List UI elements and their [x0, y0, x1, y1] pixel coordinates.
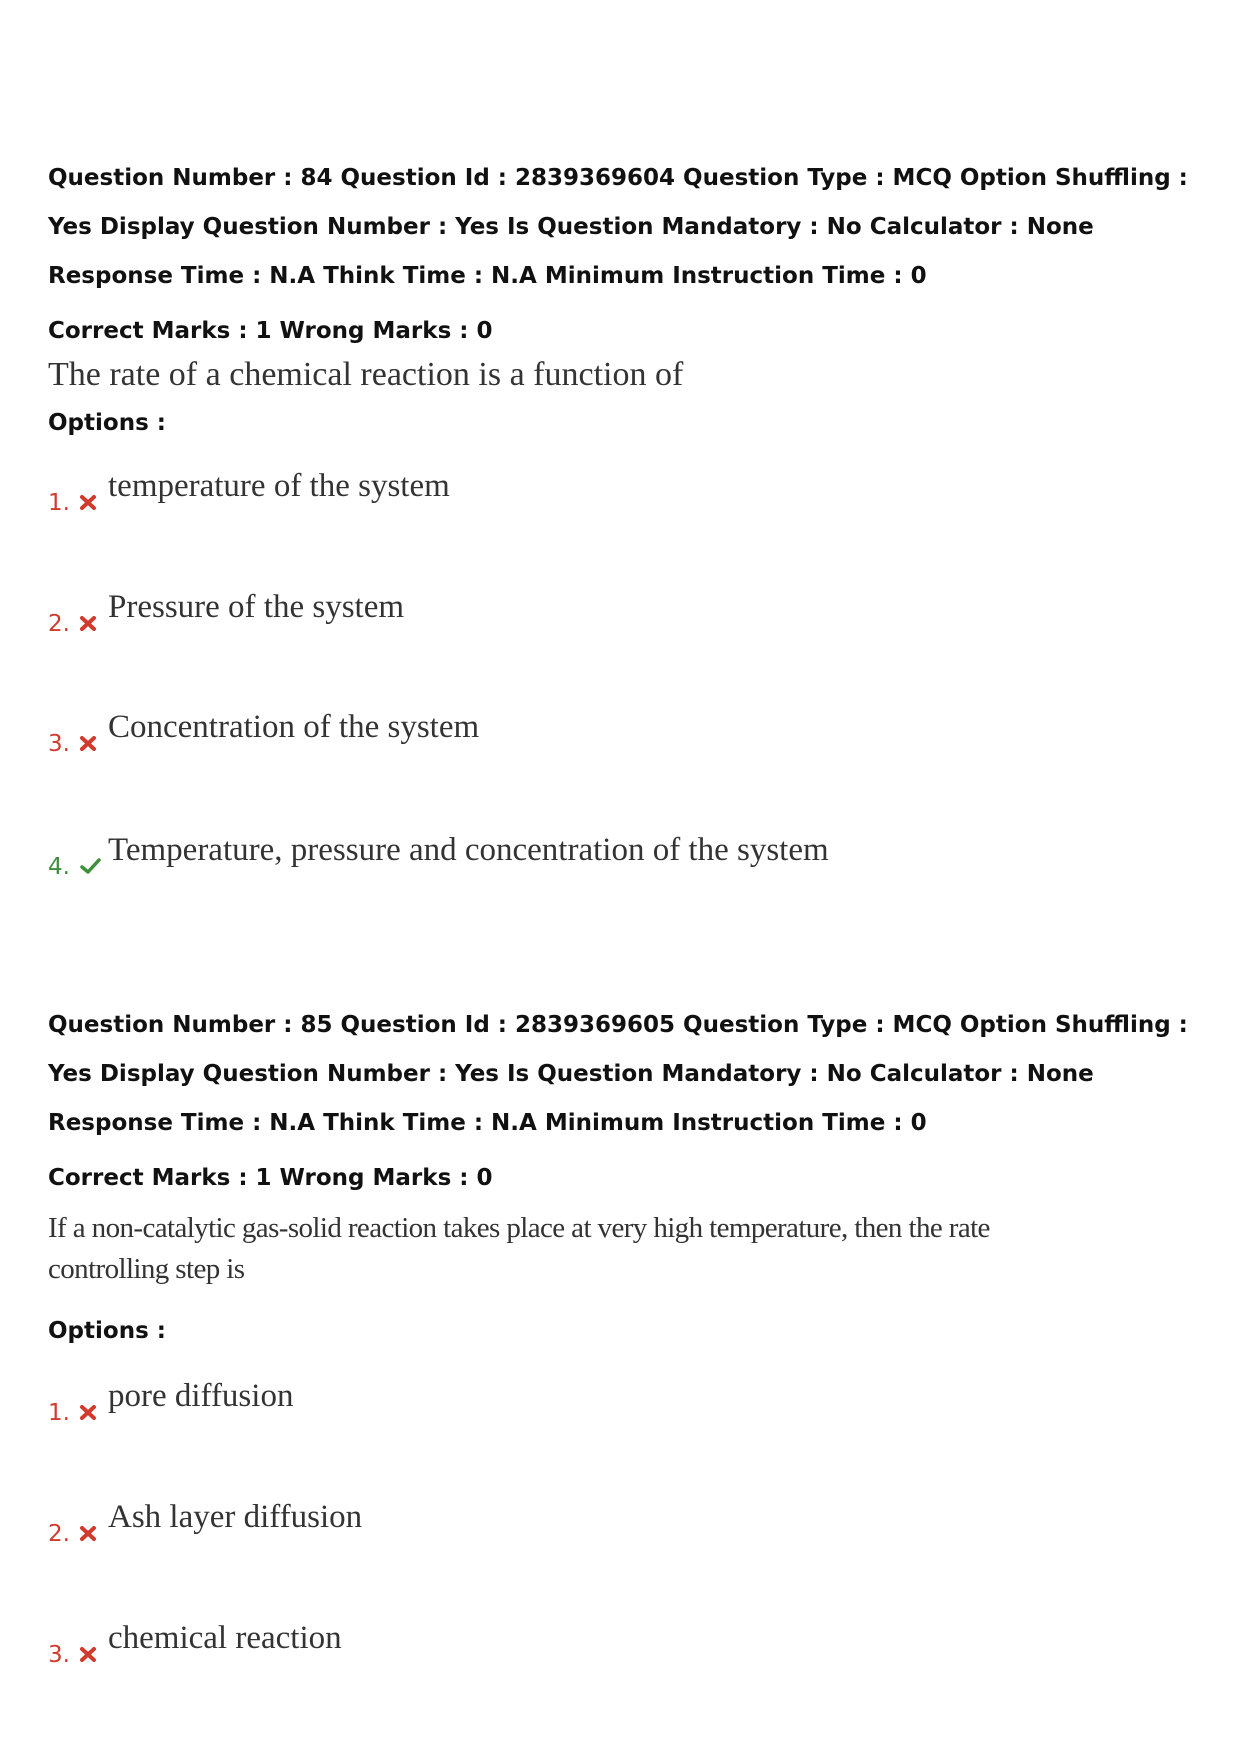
check-icon — [78, 856, 102, 876]
question-text: The rate of a chemical reaction is a function of — [48, 356, 684, 393]
option-text: pore diffusion — [108, 1378, 294, 1414]
option-text: Pressure of the system — [108, 589, 405, 625]
option-text: chemical reaction — [108, 1620, 342, 1656]
option-text: temperature of the system — [108, 468, 450, 504]
option-number: 4. — [48, 854, 70, 880]
option-text: Temperature, pressure and concentration of the system — [108, 832, 829, 868]
option-number: 3. — [48, 1642, 70, 1668]
question-text: If a non-catalytic gas-solid reaction takes place at very high temperature, then the rate controlling step is — [48, 1212, 990, 1285]
option-number: 2. — [48, 1521, 70, 1547]
option-number: 1. — [48, 1400, 70, 1426]
cross-icon — [78, 733, 98, 753]
cross-icon — [78, 1402, 98, 1422]
question-meta: Question Number : 85 Question Id : 2839369605 Question Type : MCQ Option Shuffling : Yes Display Question Number : Yes Is Question Mandatory : No Calculator : None Response Time : N.A Think Time : N.A Minimum Instruction Time : 0 — [48, 1012, 1188, 1136]
option-number: 3. — [48, 731, 70, 757]
option-text: Ash layer diffusion — [108, 1499, 363, 1535]
option-number: 1. — [48, 490, 70, 516]
question-meta: Question Number : 84 Question Id : 2839369604 Question Type : MCQ Option Shuffling : Yes Display Question Number : Yes Is Question Mandatory : No Calculator : None Response Time : N.A Think Time : N.A Minimum Instruction Time : 0 — [48, 165, 1188, 289]
question-marks: Correct Marks : 1 Wrong Marks : 0 — [48, 1165, 493, 1191]
cross-icon — [78, 492, 98, 512]
question-marks: Correct Marks : 1 Wrong Marks : 0 — [48, 318, 493, 344]
cross-icon — [78, 1644, 98, 1664]
option-number: 2. — [48, 611, 70, 637]
option-text: Concentration of the system — [108, 709, 480, 745]
cross-icon — [78, 613, 98, 633]
options-label: Options : — [48, 410, 166, 436]
options-label: Options : — [48, 1318, 166, 1344]
cross-icon — [78, 1523, 98, 1543]
